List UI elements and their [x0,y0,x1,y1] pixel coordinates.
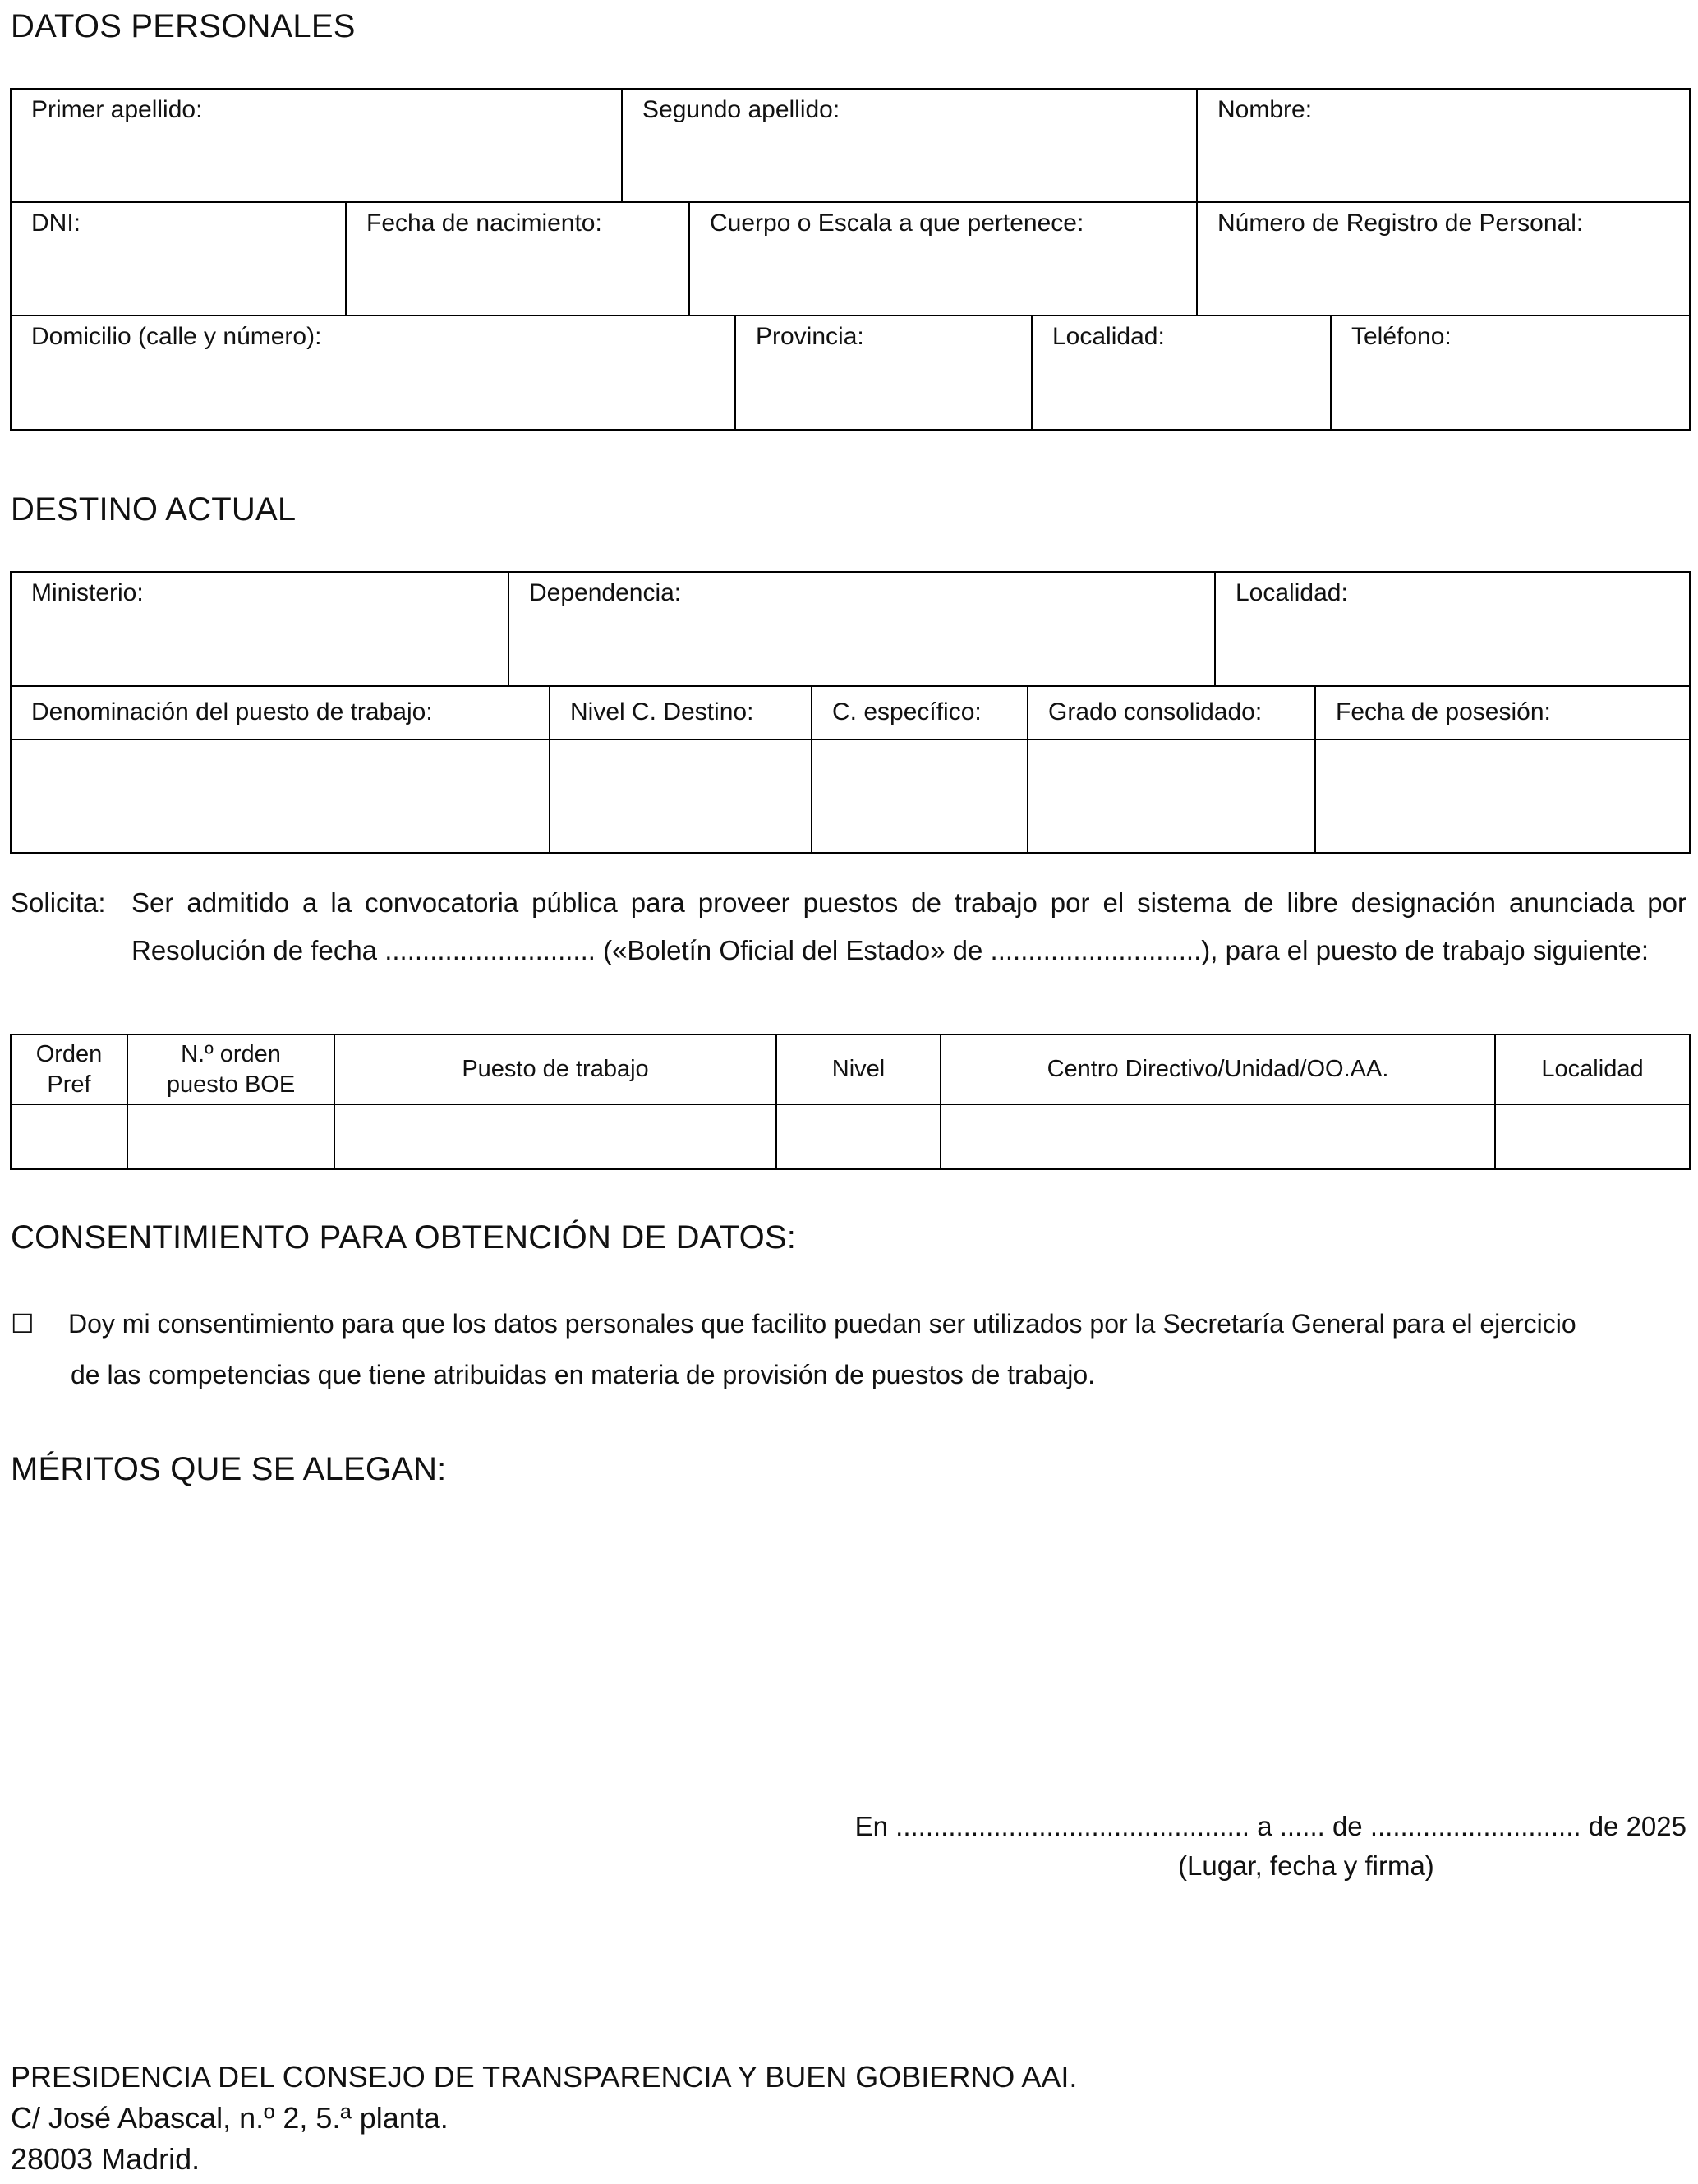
ministerio-field[interactable] [11,572,508,686]
solicita-block [11,879,1686,1027]
footer-line-2: C/ José Abascal, n.º 2, 5.ª planta. [11,2101,449,2135]
datos-personales-row-2 [10,201,1691,316]
fecha-nacimiento-label: Fecha de nacimiento: [366,210,602,237]
centro-header: Centro Directivo/Unidad/OO.AA. [941,1034,1495,1104]
datos-personales-row-3 [10,315,1691,431]
section-title-datos-personales: DATOS PERSONALES [11,8,356,44]
centro-input[interactable] [941,1104,1495,1169]
consent-text [68,1298,1691,1400]
nrp-label: Número de Registro de Personal: [1217,210,1584,237]
nombre-field[interactable] [1197,89,1690,202]
solicita-label: Solicita: [11,887,106,918]
telefono-field[interactable] [1331,316,1690,430]
denominacion-label: Denominación del puesto de trabajo: [31,698,433,726]
puesto-input[interactable] [334,1104,776,1169]
denominacion-input[interactable] [11,740,550,853]
signature-caption: (Lugar, fecha y firma) [1178,1850,1434,1881]
solicita-text: Ser admitido a la convocatoria pública para proveer puestos de trabajo por el sistema de libre designación anunciada por Resolución de fecha ............................ («Boletín Oficial del Estado» de ............................), para el puesto de trabajo siguiente: [131,887,1686,965]
destino-row-2 [10,685,1691,854]
especifico-input[interactable] [812,740,1028,853]
fecha-posesion-header [1315,686,1690,740]
localidad-pref-input[interactable] [1495,1104,1690,1169]
nivel-header: Nivel [776,1034,941,1104]
orden-header-line2: Pref [47,1071,91,1098]
fecha-posesion-label: Fecha de posesión: [1336,698,1551,726]
primer-apellido-label: Primer apellido: [31,96,203,123]
nombre-label: Nombre: [1217,96,1313,123]
section-title-consentimiento: CONSENTIMIENTO PARA OBTENCIÓN DE DATOS: [11,1219,797,1256]
boe-header-line1: N.º orden [181,1041,281,1068]
orden-pref-header [11,1034,127,1104]
dependencia-label: Dependencia: [529,579,682,606]
domicilio-field[interactable] [11,316,735,430]
grado-header [1028,686,1315,740]
preferences-table [10,1034,1691,1170]
orden-boe-input[interactable] [127,1104,334,1169]
domicilio-label: Domicilio (calle y número): [31,323,322,350]
primer-apellido-field[interactable] [11,89,622,202]
provincia-label: Provincia: [756,323,864,350]
destino-localidad-label: Localidad: [1236,579,1348,606]
especifico-label: C. específico: [832,698,982,726]
orden-boe-header [127,1034,334,1104]
dni-field[interactable] [11,202,346,316]
localidad-label: Localidad: [1052,323,1165,350]
orden-header-line1: Orden [35,1041,103,1068]
cuerpo-escala-label: Cuerpo o Escala a que pertenece: [710,210,1084,237]
segundo-apellido-label: Segundo apellido: [642,96,840,123]
especifico-header [812,686,1028,740]
dependencia-field[interactable] [508,572,1215,686]
cuerpo-escala-field[interactable] [689,202,1197,316]
grado-input[interactable] [1028,740,1315,853]
telefono-label: Teléfono: [1351,323,1452,350]
nivel-destino-input[interactable] [550,740,812,853]
footer-line-1: PRESIDENCIA DEL CONSEJO DE TRANSPARENCIA Y BUEN GOBIERNO AAI. [11,2060,1078,2094]
nivel-destino-label: Nivel C. Destino: [570,698,754,726]
consent-block [11,1298,1686,1405]
footer-line-3: 28003 Madrid. [11,2142,200,2176]
fecha-nacimiento-field[interactable] [346,202,689,316]
destino-localidad-field[interactable] [1215,572,1690,686]
fecha-posesion-input[interactable] [1315,740,1690,853]
localidad-header: Localidad [1495,1034,1690,1104]
signature-line: En ............................................... a ...... de ............................ de 2025 [854,1811,1686,1841]
denominacion-header [11,686,550,740]
consent-line-2: de las competencias que tiene atribuidas en materia de provisión de puestos de trabajo. [71,1360,1095,1389]
grado-label: Grado consolidado: [1048,698,1263,726]
dni-label: DNI: [31,210,81,237]
consent-checkbox[interactable]: ☐ [11,1308,35,1339]
footer-address [11,2057,1077,2180]
nrp-field[interactable] [1197,202,1690,316]
section-title-destino-actual: DESTINO ACTUAL [11,491,297,528]
ministerio-label: Ministerio: [31,579,144,606]
consent-line-1: Doy mi consentimiento para que los datos personales que facilito puedan ser utilizados por la Secretaría General para el ejercicio [68,1309,1576,1339]
destino-row-1 [10,571,1691,687]
datos-personales-row-1 [10,88,1691,203]
provincia-field[interactable] [735,316,1032,430]
section-title-meritos: MÉRITOS QUE SE ALEGAN: [11,1451,447,1487]
orden-pref-input[interactable] [11,1104,127,1169]
meritos-area[interactable] [10,1495,1689,1791]
nivel-destino-header [550,686,812,740]
segundo-apellido-field[interactable] [622,89,1197,202]
nivel-input[interactable] [776,1104,941,1169]
boe-header-line2: puesto BOE [166,1071,296,1098]
localidad-field[interactable] [1032,316,1331,430]
puesto-header: Puesto de trabajo [334,1034,776,1104]
